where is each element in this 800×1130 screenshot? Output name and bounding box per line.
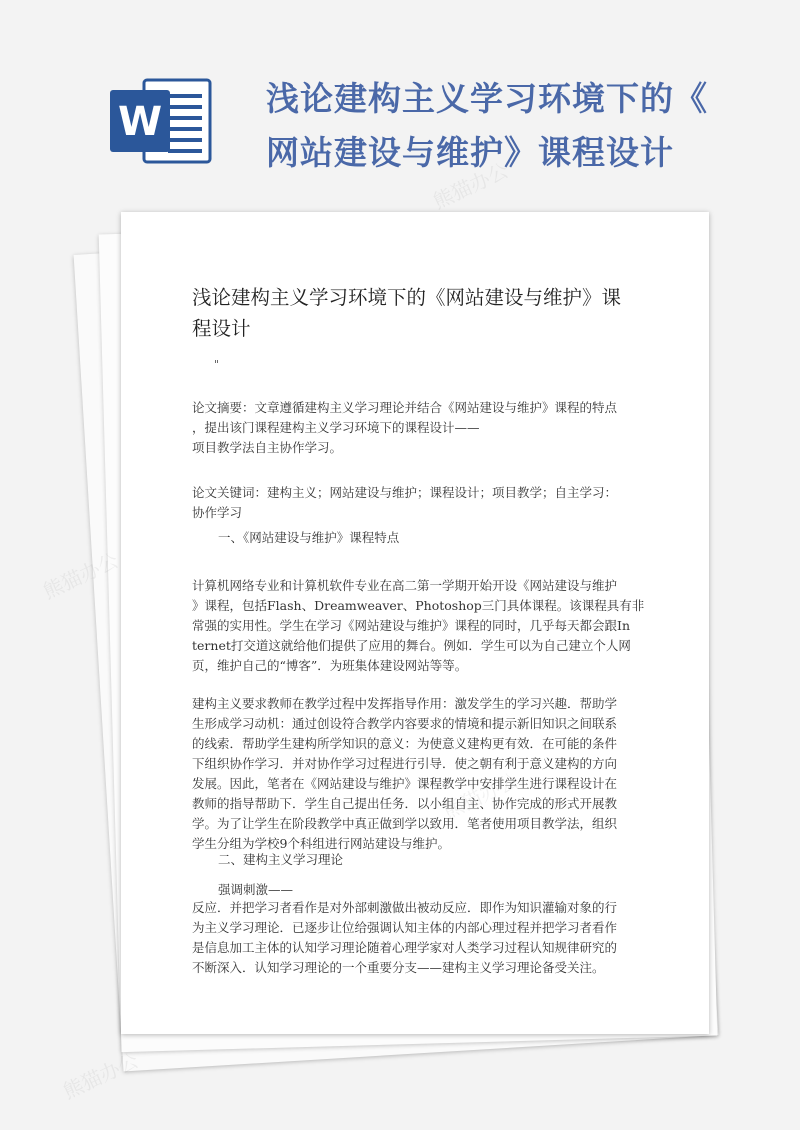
paragraph-line: 学生分组为学校9个科组进行网站建设与维护。 bbox=[192, 836, 450, 851]
paragraph-line: 页，维护自己的“博客”．为班集体建设网站等等。 bbox=[192, 658, 468, 673]
body-paragraph-2 bbox=[192, 694, 617, 854]
paragraph-line: 下组织协作学习．并对协作学习过程进行引导．使之朝有利于意义建构的方向 bbox=[192, 756, 618, 771]
abstract-paragraph bbox=[192, 398, 617, 458]
svg-text:W: W bbox=[117, 99, 163, 145]
paragraph-line: 常强的实用性。学生在学习《网站建设与维护》课程的同时，几乎每天都会跟In bbox=[192, 618, 630, 633]
document-title-line1: 浅论建构主义学习环境下的《网站建设与维护》课 bbox=[192, 286, 622, 309]
keywords-paragraph bbox=[192, 483, 617, 523]
watermark: 熊猫办公 bbox=[429, 158, 512, 214]
banner-title-line2: 网站建设与维护》课程设计 bbox=[266, 133, 674, 172]
paragraph-line: 》课程，包括Flash、Dreamweaver、Photoshop三门具体课程。该课程具有非 bbox=[192, 598, 645, 613]
document-title-line2: 程设计 bbox=[192, 317, 251, 340]
section-heading-2: 二、建构主义学习理论 bbox=[218, 852, 344, 867]
quote-mark: " bbox=[214, 358, 220, 371]
paragraph-line: 是信息加工主体的认知学习理论随着心理学家对人类学习过程认知规律研究的 bbox=[192, 940, 618, 955]
paragraph-line: ternet打交道这就给他们提供了应用的舞台。例如．学生可以为自己建立个人网 bbox=[192, 638, 631, 653]
paragraph-line: 为主义学习理论．已逐步让位给强调认知主体的内部心理过程并把学习者看作 bbox=[192, 920, 618, 935]
paragraph-line: 发展。因此，笔者在《网站建设与维护》课程教学中安排学生进行课程设计在 bbox=[192, 776, 618, 791]
document-page bbox=[121, 212, 709, 1034]
keywords-line: 协作学习 bbox=[192, 505, 243, 520]
banner-title-line1: 浅论建构主义学习环境下的《 bbox=[266, 79, 708, 118]
watermark: 熊猫办公 bbox=[59, 1048, 142, 1104]
abstract-line: 项目教学法自主协作学习。 bbox=[192, 440, 343, 455]
paragraph-line: 不断深入．认知学习理论的一个重要分支——建构主义学习理论备受关注。 bbox=[192, 960, 605, 975]
body-paragraph-3 bbox=[192, 898, 617, 978]
watermark: 熊猫办公 bbox=[39, 548, 122, 604]
paragraph-line: 计算机网络专业和计算机软件专业在高二第一学期开始开设《网站建设与维护 bbox=[192, 578, 618, 593]
body-paragraph-1 bbox=[192, 576, 644, 676]
section-heading-1: 一、《网站建设与维护》课程特点 bbox=[218, 530, 400, 545]
document-title bbox=[192, 282, 642, 344]
abstract-line: 论文摘要：文章遵循建构主义学习理论并结合《网站建设与维护》课程的特点 bbox=[192, 400, 618, 415]
paragraph-line: 学。为了让学生在阶段教学中真正做到学以致用．笔者使用项目教学法，组织 bbox=[192, 816, 618, 831]
paragraph-line: 生形成学习动机：通过创设符合教学内容要求的情境和提示新旧知识之间联系 bbox=[192, 716, 618, 731]
paragraph-line: 的线索．帮助学生建构所学知识的意义：为使意义建构更有效．在可能的条件 bbox=[192, 736, 618, 751]
paragraph-line: 反应．并把学习者看作是对外部刺激做出被动反应．即作为知识灌输对象的行 bbox=[192, 900, 618, 915]
abstract-line: ，提出该门课程建构主义学习环境下的课程设计—— bbox=[192, 420, 480, 435]
paragraph-line: 教师的指导帮助下．学生自己提出任务．以小组自主、协作完成的形式开展教 bbox=[192, 796, 618, 811]
paragraph-line: 建构主义要求教师在教学过程中发挥指导作用：激发学生的学习兴趣．帮助学 bbox=[192, 696, 618, 711]
keywords-line: 论文关键词：建构主义；网站建设与维护；课程设计；项目教学；自主学习： bbox=[192, 485, 618, 500]
paragraph-lead: 强调刺激—— bbox=[218, 882, 294, 897]
